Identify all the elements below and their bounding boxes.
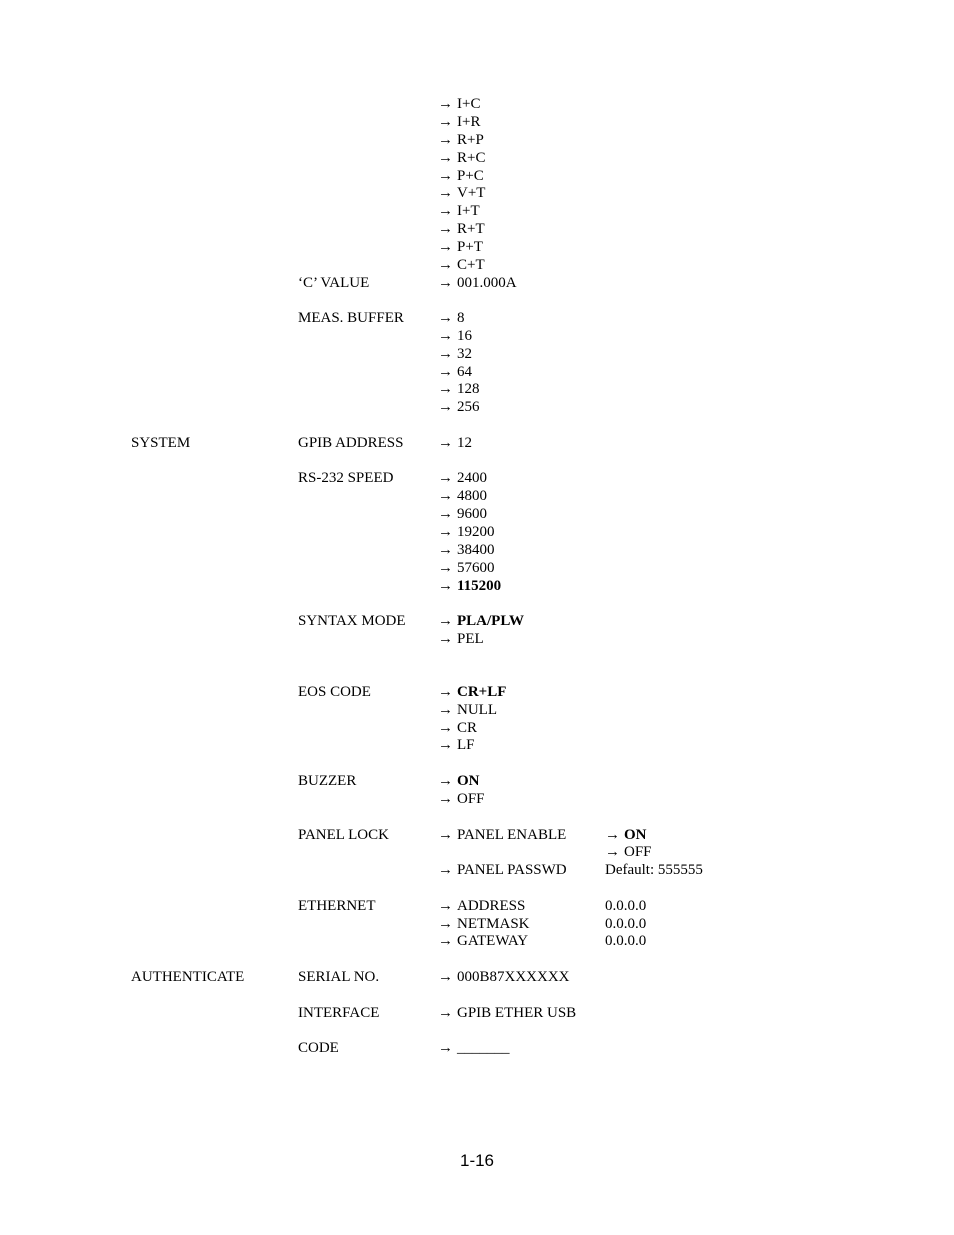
menu-level2-label [298, 1039, 339, 1057]
menu-text: AUTHENTICATE [131, 969, 245, 985]
menu-option [438, 380, 480, 398]
menu-level2-label [298, 968, 379, 986]
menu-text: MEAS. BUFFER [298, 310, 404, 326]
arrow-right-icon: → [438, 578, 453, 594]
menu-option [438, 523, 495, 541]
menu-option [438, 95, 480, 113]
arrow-right-icon: → [438, 257, 453, 273]
menu-suboption [605, 897, 646, 915]
menu-text: INTERFACE [298, 1005, 380, 1021]
menu-text: C+T [457, 257, 485, 273]
menu-level2-label [298, 897, 375, 915]
arrow-right-icon: → [438, 631, 453, 647]
arrow-right-icon: → [438, 720, 453, 736]
menu-level2-label [298, 1004, 379, 1022]
menu-text: CR [457, 720, 478, 736]
arrow-right-icon: → [438, 488, 453, 504]
arrow-right-icon: → [438, 185, 453, 201]
menu-text: R+C [457, 150, 486, 166]
arrow-right-icon: → [438, 132, 453, 148]
menu-text: ON [457, 773, 480, 789]
menu-option [438, 719, 477, 737]
menu-level2-label [298, 826, 389, 844]
menu-text: P+T [457, 239, 483, 255]
menu-text: CR+LF [457, 684, 507, 700]
menu-option [438, 915, 530, 933]
menu-text: 32 [457, 346, 472, 362]
menu-option [438, 345, 472, 363]
arrow-right-icon: → [438, 862, 453, 878]
arrow-right-icon: → [438, 381, 453, 397]
menu-option [438, 1039, 510, 1057]
menu-text: I+C [457, 96, 481, 112]
arrow-right-icon: → [438, 898, 453, 914]
menu-option [438, 790, 485, 808]
arrow-right-icon: → [605, 827, 620, 843]
menu-option [438, 113, 480, 131]
menu-text: GPIB ADDRESS [298, 435, 404, 451]
menu-text: OFF [624, 844, 652, 860]
arrow-right-icon: → [438, 1005, 453, 1021]
arrow-right-icon: → [438, 1040, 453, 1056]
menu-text: 128 [457, 381, 480, 397]
arrow-right-icon: → [438, 560, 453, 576]
arrow-right-icon: → [438, 524, 453, 540]
menu-text: CODE [298, 1040, 339, 1056]
menu-text: 001.000A [457, 275, 517, 291]
menu-text: 0.0.0.0 [605, 898, 647, 914]
menu-option [438, 202, 480, 220]
menu-option [438, 469, 487, 487]
arrow-right-icon: → [438, 239, 453, 255]
arrow-right-icon: → [438, 916, 453, 932]
menu-text: PEL [457, 631, 484, 647]
menu-text: 000B87XXXXXX [457, 969, 570, 985]
menu-option [438, 274, 517, 292]
menu-text: SYNTAX MODE [298, 613, 406, 629]
menu-option [438, 968, 570, 986]
menu-level2-label [298, 469, 393, 487]
menu-option-default [438, 577, 501, 595]
menu-text: 0.0.0.0 [605, 916, 647, 932]
menu-suboption-default [605, 826, 647, 844]
menu-option [438, 398, 480, 416]
arrow-right-icon: → [438, 346, 453, 362]
menu-text: 4800 [457, 488, 487, 504]
menu-option [438, 897, 525, 915]
arrow-right-icon: → [438, 435, 453, 451]
arrow-right-icon: → [605, 844, 620, 860]
menu-text: PLA/PLW [457, 613, 524, 629]
menu-level2-label [298, 434, 403, 452]
menu-text: R+T [457, 221, 485, 237]
menu-text: ETHERNET [298, 898, 376, 914]
menu-option [438, 434, 472, 452]
menu-option [438, 1004, 576, 1022]
menu-option [438, 363, 472, 381]
menu-text: BUZZER [298, 773, 357, 789]
menu-text: 8 [457, 310, 465, 326]
arrow-right-icon: → [438, 328, 453, 344]
menu-text: R+P [457, 132, 484, 148]
menu-text: PANEL LOCK [298, 827, 389, 843]
menu-suboption [605, 932, 646, 950]
menu-text: Default: 555555 [605, 862, 703, 878]
arrow-right-icon: → [438, 114, 453, 130]
menu-text: I+R [457, 114, 481, 130]
menu-text: EOS CODE [298, 684, 371, 700]
menu-option [438, 505, 487, 523]
arrow-right-icon: → [438, 168, 453, 184]
menu-text: NULL [457, 702, 497, 718]
arrow-right-icon: → [438, 399, 453, 415]
arrow-right-icon: → [438, 933, 453, 949]
menu-option [438, 149, 485, 167]
arrow-right-icon: → [438, 470, 453, 486]
menu-text: _______ [457, 1040, 510, 1056]
menu-suboption [605, 861, 703, 879]
arrow-right-icon: → [438, 702, 453, 718]
menu-option [438, 238, 483, 256]
menu-text: SYSTEM [131, 435, 191, 451]
arrow-right-icon: → [438, 737, 453, 753]
menu-text: 64 [457, 364, 472, 380]
arrow-right-icon: → [438, 969, 453, 985]
menu-text: 57600 [457, 560, 495, 576]
menu-level1-label [131, 434, 190, 452]
arrow-right-icon: → [438, 684, 453, 700]
menu-option [438, 826, 566, 844]
menu-text: ‘C’ VALUE [298, 275, 370, 291]
arrow-right-icon: → [438, 506, 453, 522]
arrow-right-icon: → [438, 364, 453, 380]
menu-text: OFF [457, 791, 485, 807]
menu-option [438, 932, 528, 950]
menu-text: 256 [457, 399, 480, 415]
menu-text: SERIAL NO. [298, 969, 380, 985]
menu-text: 2400 [457, 470, 487, 486]
menu-text: 19200 [457, 524, 495, 540]
menu-text: ADDRESS [457, 898, 526, 914]
arrow-right-icon: → [438, 275, 453, 291]
menu-option-default [438, 683, 506, 701]
menu-suboption [605, 843, 652, 861]
menu-text: PANEL PASSWD [457, 862, 567, 878]
menu-option [438, 541, 495, 559]
menu-text: LF [457, 737, 475, 753]
menu-text: GATEWAY [457, 933, 529, 949]
menu-option [438, 256, 485, 274]
menu-text: 12 [457, 435, 472, 451]
menu-option-default [438, 772, 480, 790]
menu-option [438, 861, 567, 879]
menu-level2-label [298, 274, 369, 292]
menu-option [438, 309, 465, 327]
menu-option [438, 736, 475, 754]
menu-text: RS-232 SPEED [298, 470, 394, 486]
menu-option [438, 131, 484, 149]
menu-text: I+T [457, 203, 480, 219]
menu-option [438, 220, 485, 238]
menu-text: 9600 [457, 506, 487, 522]
menu-level1-label [131, 968, 244, 986]
menu-text: 16 [457, 328, 472, 344]
arrow-right-icon: → [438, 827, 453, 843]
menu-text: P+C [457, 168, 484, 184]
arrow-right-icon: → [438, 613, 453, 629]
page-number: 1-16 [459, 1151, 495, 1170]
menu-text: 38400 [457, 542, 495, 558]
menu-option [438, 630, 484, 648]
menu-option [438, 487, 487, 505]
menu-option [438, 701, 497, 719]
menu-text: V+T [457, 185, 486, 201]
menu-text: NETMASK [457, 916, 530, 932]
menu-level2-label [298, 683, 371, 701]
menu-level2-label [298, 309, 404, 327]
menu-option [438, 559, 495, 577]
menu-level2-label [298, 612, 406, 630]
menu-text: PANEL ENABLE [457, 827, 567, 843]
arrow-right-icon: → [438, 203, 453, 219]
arrow-right-icon: → [438, 221, 453, 237]
menu-text: 115200 [457, 578, 502, 594]
menu-option [438, 184, 485, 202]
menu-option [438, 327, 472, 345]
menu-text: 0.0.0.0 [605, 933, 647, 949]
menu-suboption [605, 915, 646, 933]
menu-text: GPIB ETHER USB [457, 1005, 577, 1021]
arrow-right-icon: → [438, 310, 453, 326]
arrow-right-icon: → [438, 96, 453, 112]
menu-level2-label [298, 772, 356, 790]
arrow-right-icon: → [438, 542, 453, 558]
arrow-right-icon: → [438, 773, 453, 789]
menu-option-default [438, 612, 524, 630]
arrow-right-icon: → [438, 150, 453, 166]
arrow-right-icon: → [438, 791, 453, 807]
menu-text: ON [624, 827, 647, 843]
menu-option [438, 167, 484, 185]
